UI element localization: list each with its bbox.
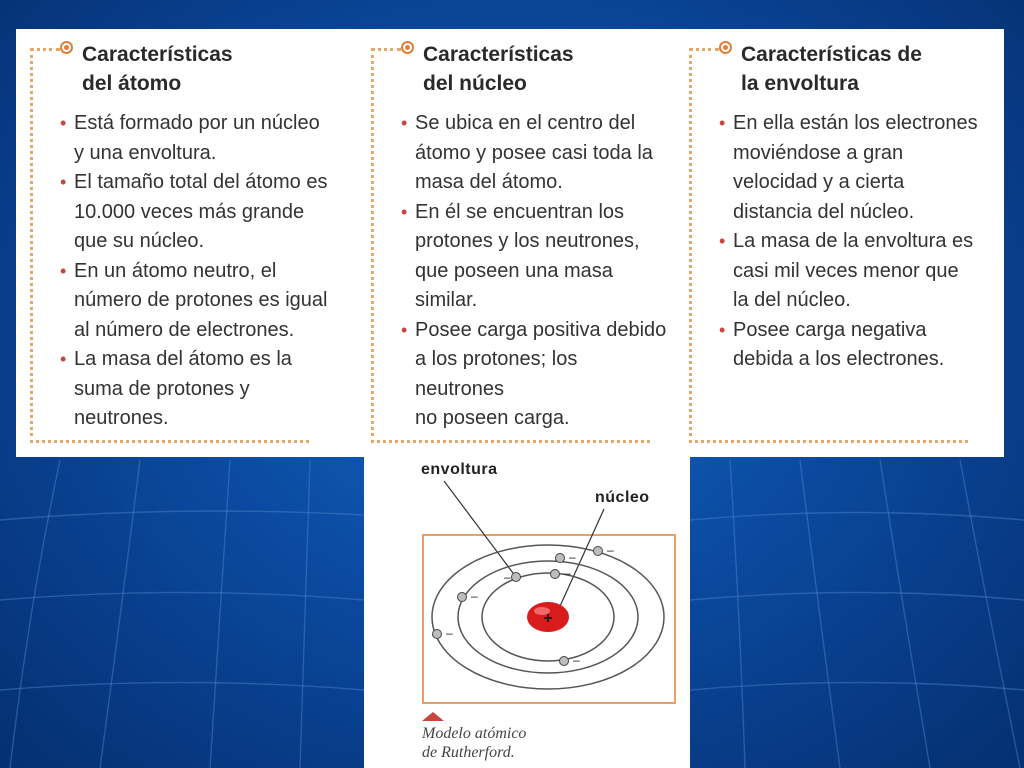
list-item: • Está formado por un núcleo y una envoltura. — [60, 109, 328, 168]
list-item: • Posee carga positiva debido a los protones; los neutrones no poseen carga. — [401, 316, 671, 434]
electron — [560, 653, 581, 667]
dotted-header-line — [689, 48, 719, 51]
dotted-header-line — [30, 48, 60, 51]
rutherford-diagram — [364, 457, 690, 707]
label-envoltura: envoltura — [421, 461, 498, 478]
nucleus-sign: + — [543, 610, 553, 627]
label-nucleo: núcleo — [595, 489, 650, 506]
column-title: Características del núcleo — [423, 43, 574, 95]
column-title: Características del átomo — [82, 43, 233, 95]
svg-text:–: – — [471, 589, 478, 603]
column-list — [719, 109, 978, 375]
list-item: • Posee carga negativa debida a los electrones. — [719, 316, 978, 375]
column-list — [60, 109, 328, 434]
svg-text:–: – — [564, 566, 571, 580]
figure-caption: Modelo atómico de Rutherford. — [422, 725, 527, 761]
pointer-line-envoltura — [444, 481, 516, 577]
list-item: • En un átomo neutro, el número de protones es igual al número de electrones. — [60, 257, 328, 346]
list-item: • Se ubica en el centro del átomo y posee casi toda la masa del átomo. — [401, 109, 671, 198]
svg-text:–: – — [446, 626, 453, 640]
title-bullet-icon — [60, 41, 73, 54]
svg-text:–: – — [573, 653, 580, 667]
dotted-header-line — [371, 48, 401, 51]
title-bullet-icon — [719, 41, 732, 54]
caption-triangle-icon — [422, 712, 444, 721]
content-panel — [16, 29, 1004, 457]
svg-text:–: – — [569, 550, 576, 564]
electron — [594, 543, 615, 557]
list-item: • La masa del átomo es la suma de protones y neutrones. — [60, 345, 328, 434]
atom-figure — [364, 457, 690, 768]
column-title: Características de la envoltura — [741, 43, 922, 95]
list-item: • En él se encuentran los protones y los neutrones, que poseen una masa similar. — [401, 198, 671, 316]
list-item: • El tamaño total del átomo es 10.000 veces más grande que su núcleo. — [60, 168, 328, 257]
electron — [433, 626, 454, 640]
svg-text:–: – — [607, 543, 614, 557]
list-item: • La masa de la envoltura es casi mil veces menor que la del núcleo. — [719, 227, 978, 316]
svg-text:–: – — [504, 570, 511, 584]
title-bullet-icon — [401, 41, 414, 54]
column-list — [401, 109, 671, 434]
list-item: • En ella están los electrones moviéndose a gran velocidad y a cierta distancia del núcleo. — [719, 109, 978, 227]
